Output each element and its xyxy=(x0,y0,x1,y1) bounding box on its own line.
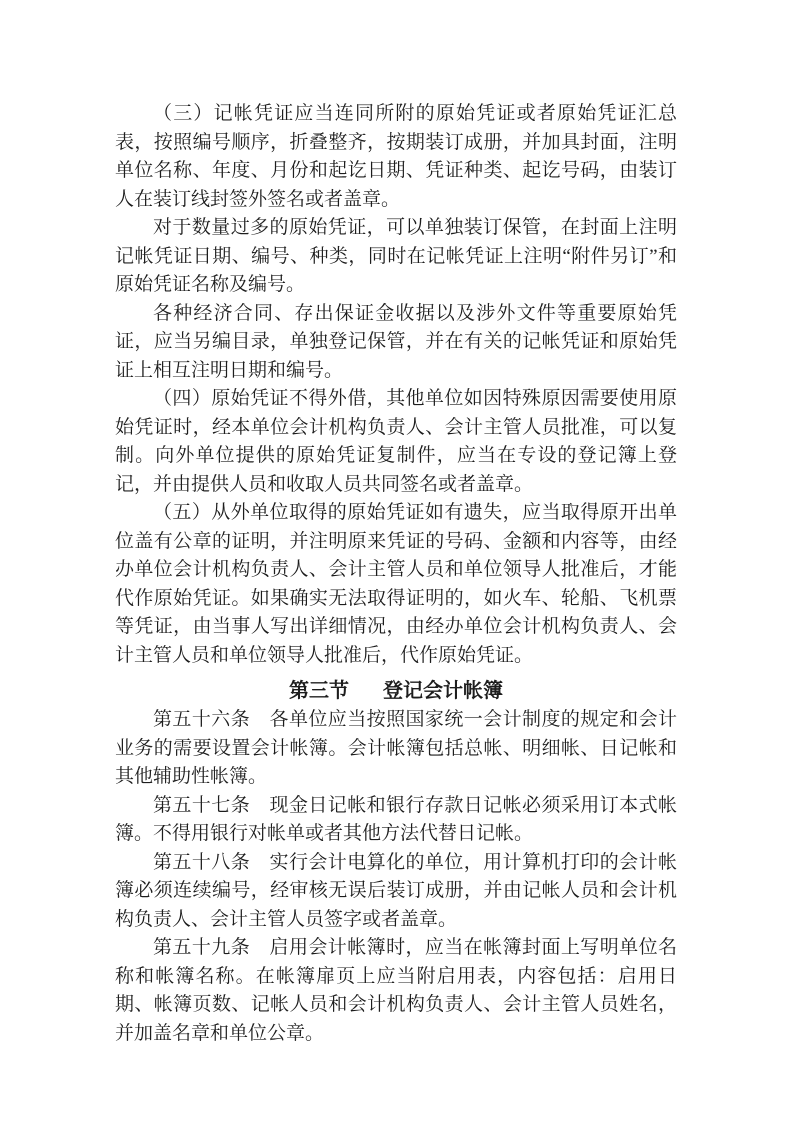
section-title: 登记会计帐簿 xyxy=(383,680,503,702)
paragraph-article-57: 第五十七条 现金日记帐和银行存款日记帐必须采用订本式帐簿。不得用银行对帐单或者其他方法代替日记帐。 xyxy=(115,794,677,844)
paragraph-article-56: 第五十六条 各单位应当按照国家统一会计制度的规定和会计业务的需要设置会计帐簿。会计帐簿包括总帐、明细帐、日记帐和其他辅助性帐簿。 xyxy=(115,709,677,787)
paragraph-article-58: 第五十八条 实行会计电算化的单位，用计算机打印的会计帐簿必须连续编号，经审核无误后装订成册，并由记帐人员和会计机构负责人、会计主管人员签字或者盖章。 xyxy=(115,851,677,930)
paragraph-voucher-binding-storage: 对于数量过多的原始凭证，可以单独装订保管，在封面上注明记帐凭证日期、编号、种类，同时在记帐凭证上注明“附件另订”和原始凭证名称及编号。 xyxy=(115,217,677,295)
section-number: 第三节 xyxy=(289,680,349,702)
section-heading xyxy=(115,676,677,706)
paragraph-important-vouchers: 各种经济合同、存出保证金收据以及涉外文件等重要原始凭证，应当另编目录，单独登记保管，并在有关的记帐凭证和原始凭证上相互注明日期和编号。 xyxy=(115,302,677,381)
paragraph-item-4-no-lending: （四）原始凭证不得外借，其他单位如因特殊原因需要使用原始凭证时，经本单位会计机构负责人、会计主管人员批准，可以复制。向外单位提供的原始凭证复制件，应当在专设的登记簿上登记，并由提供人员和收取人员共同签名或者盖章。 xyxy=(115,388,677,495)
paragraph-article-59: 第五十九条 启用会计帐簿时，应当在帐簿封面上写明单位名称和帐簿名称。在帐簿扉页上应当附启用表，内容包括：启用日期、帐簿页数、记帐人员和会计机构负责人、会计主管人员姓名，并加盖名章和单位公章。 xyxy=(115,937,677,1044)
document-page xyxy=(115,100,677,1048)
paragraph-item-3-binding: （三）记帐凭证应当连同所附的原始凭证或者原始凭证汇总表，按照编号顺序，折叠整齐，按期装订成册，并加具封面，注明单位名称、年度、月份和起讫日期、凭证种类、起讫号码，由装订人在装订线封签外签名或者盖章。 xyxy=(115,103,677,210)
paragraph-item-5-lost-vouchers: （五）从外单位取得的原始凭证如有遗失，应当取得原开出单位盖有公章的证明，并注明原来凭证的号码、金额和内容等，由经办单位会计机构负责人、会计主管人员和单位领导人批准后，才能代作原始凭证。如果确实无法取得证明的，如火车、轮船、飞机票等凭证，由当事人写出详细情况，由经办单位会计机构负责人、会计主管人员和单位领导人批准后，代作原始凭证。 xyxy=(115,502,677,666)
